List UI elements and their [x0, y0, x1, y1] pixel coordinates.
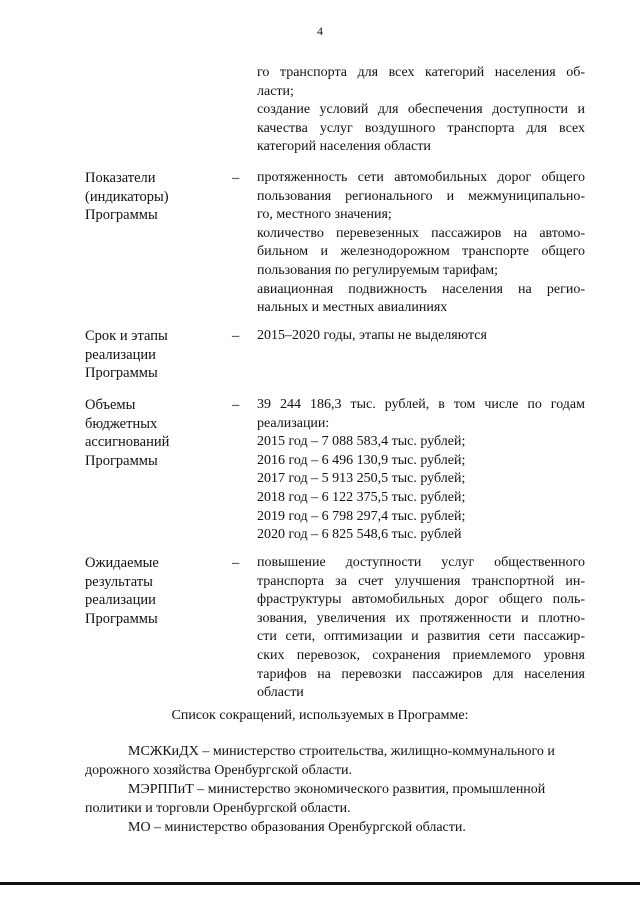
content-line: 2015 год – 7 088 583,4 тыс. рублей;: [257, 434, 466, 450]
content-line: 2018 год – 6 122 375,5 тыс. рублей;: [257, 489, 466, 505]
row-label-line: Срок и этапы: [85, 328, 168, 344]
row-content: [257, 64, 585, 157]
content-line: авиационная подвижность населения на регио-: [257, 281, 585, 297]
content-line: 2019 год – 6 798 297,4 тыс. рублей;: [257, 508, 466, 524]
row-content: [257, 554, 585, 703]
row-content: [257, 396, 585, 545]
row-dash: –: [232, 328, 240, 344]
content-line: протяженность сети автомобильных дорог общего: [257, 170, 585, 185]
content-line: 2020 год – 6 825 548,6 тыс. рублей: [257, 527, 462, 543]
row-label-line: бюджетных: [85, 415, 158, 432]
row-label-line: Показатели: [85, 170, 156, 186]
row-label-line: Программы: [85, 207, 158, 224]
row-content: [257, 169, 585, 318]
bottom-rule: [0, 882, 640, 885]
row-label-line: реализации: [85, 346, 156, 363]
content-line: ских перевозок, сохранения приемлемого уровня: [257, 647, 585, 663]
content-line: зования, увеличения их протяженности и плотно-: [257, 610, 585, 626]
abbreviation-item: МСЖКиДХ – министерство строительства, жилищно-коммунального и дорожного хозяйства Оренбургской области.: [85, 744, 555, 778]
row-label: [85, 169, 220, 225]
content-line: транспорта за счет улучшения транспортной ин-: [257, 573, 585, 589]
abbreviation-item: МЭРППиТ – министерство экономического развития, промышленной политики и торговли Оренбургской области.: [85, 782, 546, 816]
content-line: нальных и местных авиалиниях: [257, 300, 448, 316]
row-label: [85, 554, 220, 628]
content-line: создание условий для обеспечения доступности и: [257, 102, 585, 118]
content-line: фраструктуры автомобильных дорог общего поль-: [257, 592, 585, 608]
row-label-line: ассигнований: [85, 434, 170, 451]
abbreviation-item: МО – министерство образования Оренбургской области.: [128, 820, 466, 835]
row-label-line: Объемы: [85, 397, 136, 413]
abbreviations-title: Список сокращений, используемых в Программе:: [171, 708, 469, 723]
content-line: ласти;: [257, 83, 294, 99]
content-line: 2015–2020 годы, этапы не выделяются: [257, 328, 487, 343]
page-number: 4: [317, 24, 323, 38]
content-line: количество перевезенных пассажиров на автомо-: [257, 225, 585, 241]
row-label-line: Программы: [85, 365, 158, 382]
content-line: 2016 год – 6 496 130,9 тыс. рублей;: [257, 452, 466, 468]
abbreviations-list: [85, 742, 585, 837]
row-dash: –: [232, 397, 240, 413]
content-line: го, местного значения;: [257, 207, 392, 223]
content-line: сти сети, оптимизации и развития сети пассажир-: [257, 629, 585, 645]
row-label-line: Программы: [85, 452, 158, 469]
content-line: области: [257, 685, 304, 701]
row-label: [85, 327, 220, 383]
content-line: 2017 год – 5 913 250,5 тыс. рублей;: [257, 471, 466, 487]
row-label-line: результаты: [85, 573, 153, 590]
content-line: го транспорта для всех категорий населения об-: [257, 65, 585, 80]
content-line: пользования регионального и межмуниципально-: [257, 188, 585, 204]
content-line: тарифов на перевозки пассажиров для населения: [257, 666, 585, 682]
row-label-line: Ожидаемые: [85, 555, 159, 571]
row-label-line: реализации: [85, 592, 156, 609]
row-dash: –: [232, 170, 240, 186]
content-line: категорий населения области: [257, 139, 431, 155]
content-line: бильном и железнодорожном транспорте общего: [257, 244, 585, 260]
row-content: [257, 327, 585, 346]
content-line: пользования по регулируемым тарифам;: [257, 262, 499, 278]
row-label-line: Программы: [85, 610, 158, 627]
content-line: 39 244 186,3 тыс. рублей, в том числе по годам: [257, 397, 585, 412]
row-label: [85, 396, 220, 470]
content-line: качества услуг воздушного транспорта для всех: [257, 120, 585, 136]
row-label-line: (индикаторы): [85, 188, 169, 205]
content-line: повышение доступности услуг общественного: [257, 555, 585, 570]
row-dash: –: [232, 555, 240, 571]
content-line: реализации:: [257, 415, 330, 431]
